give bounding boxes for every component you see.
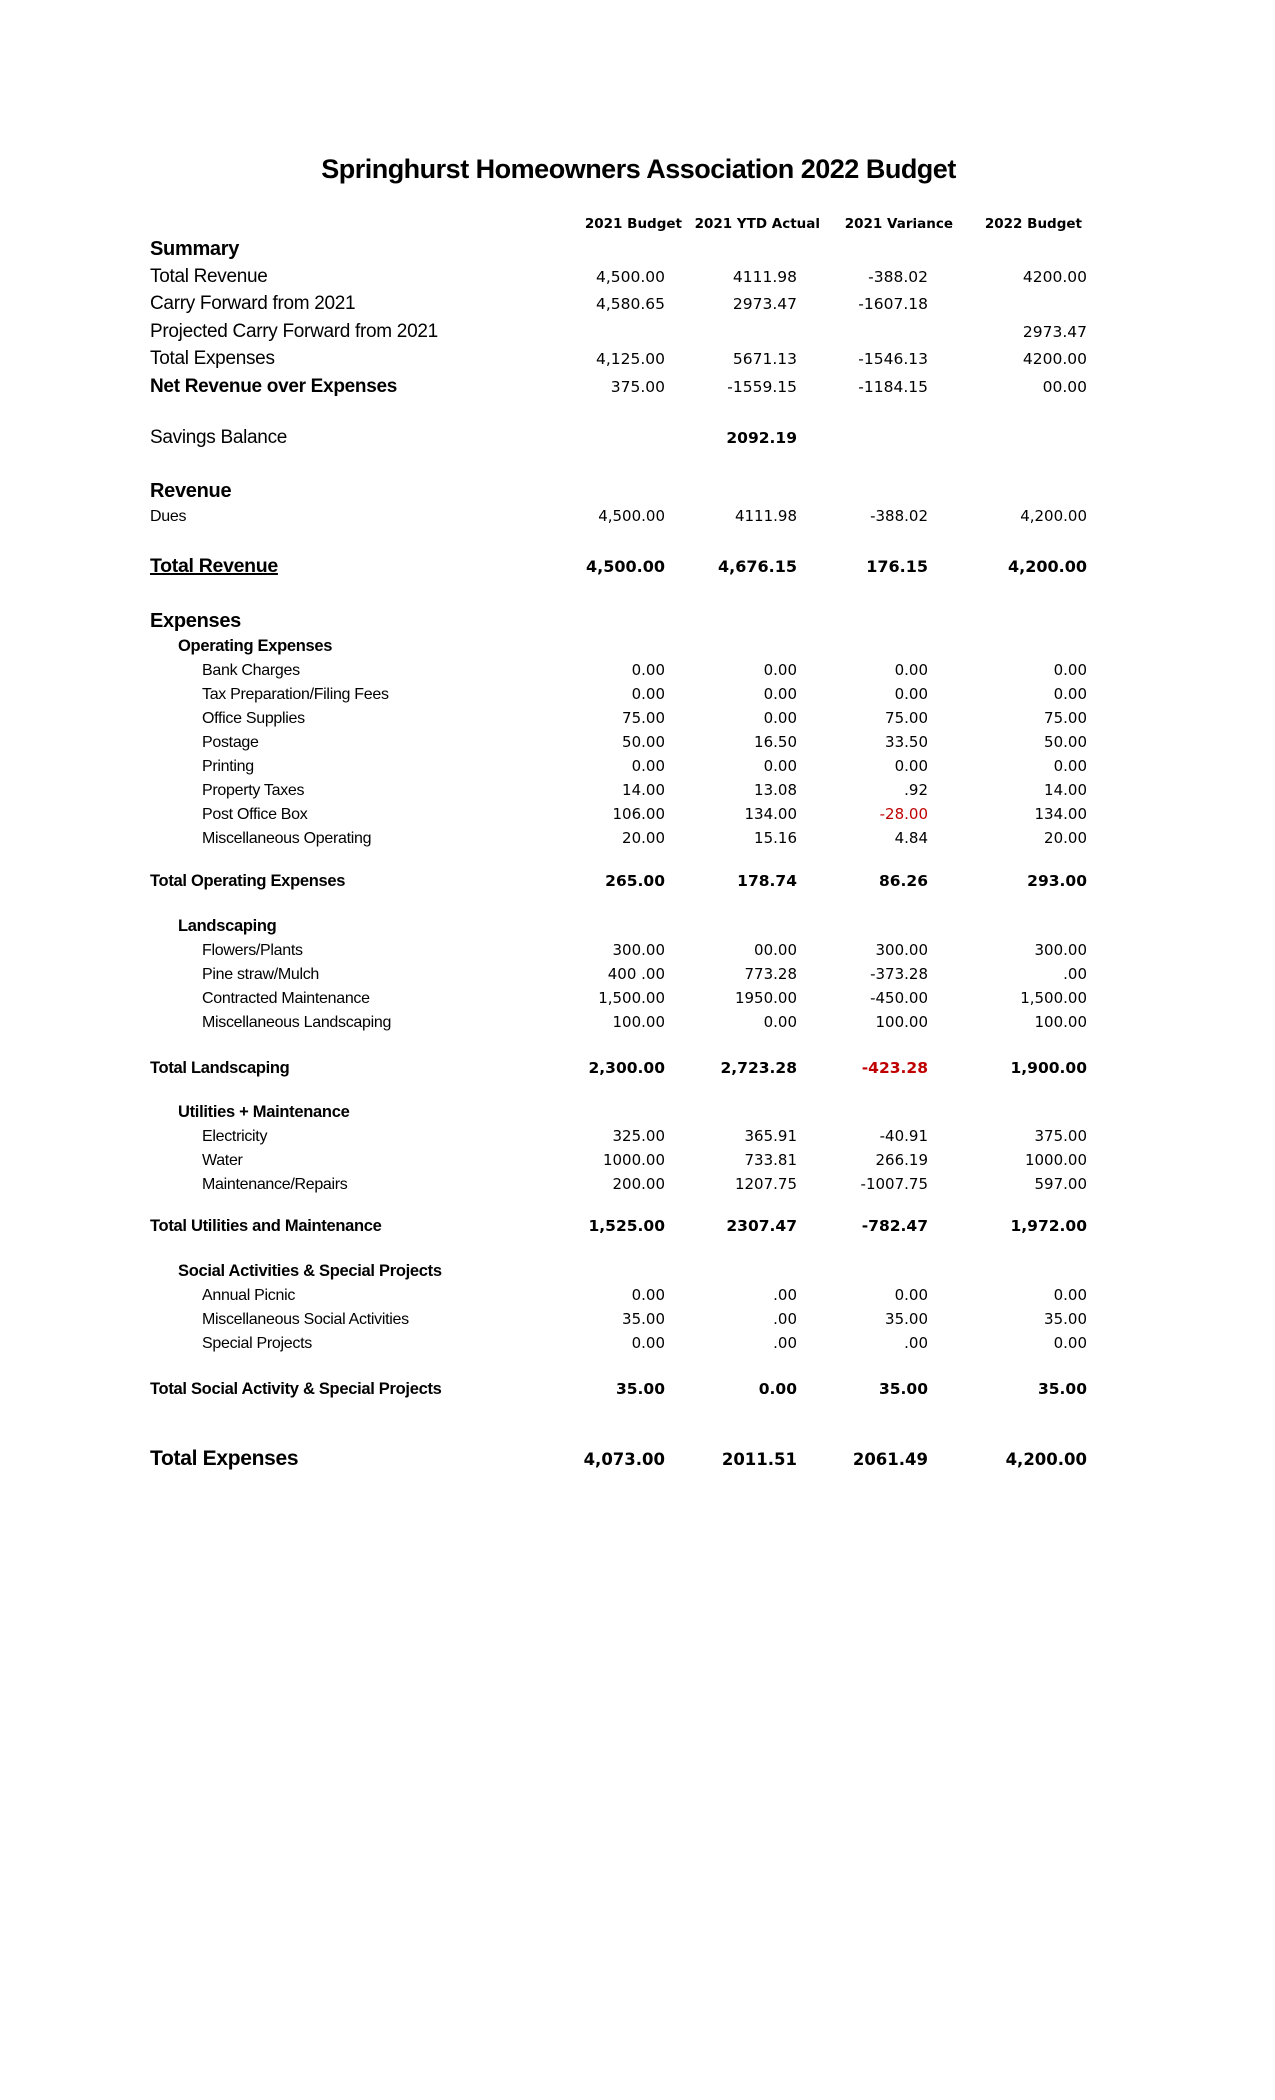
cell-value: 75.00 xyxy=(885,709,928,728)
cell-value: 20.00 xyxy=(1044,828,1087,847)
cell-value: 0.00 xyxy=(763,661,797,680)
row-label: Electricity xyxy=(202,1127,268,1145)
table-row xyxy=(150,781,1087,805)
cell-value: -373.28 xyxy=(870,965,928,984)
table-row xyxy=(150,1380,1087,1404)
row-label: Maintenance/Repairs xyxy=(202,1175,348,1193)
cell-value: -388.02 xyxy=(870,507,928,525)
budget-table xyxy=(150,0,1087,1477)
cell-value: 0.00 xyxy=(1053,756,1087,775)
row-label: Property Taxes xyxy=(202,781,305,799)
cell-value: 75.00 xyxy=(1044,709,1087,728)
cell-value: 4,500.00 xyxy=(586,556,665,576)
cell-value: 00.00 xyxy=(754,941,797,960)
cell-value: 1,972.00 xyxy=(1010,1217,1087,1236)
table-row xyxy=(150,555,1087,585)
column-header-2021-ytd-actual: 2021 YTD Actual xyxy=(694,216,820,232)
row-label: Tax Preparation/Filing Fees xyxy=(202,686,389,704)
row-label: Office Supplies xyxy=(202,710,305,728)
cell-value: 0.00 xyxy=(631,1286,665,1305)
cell-value: 733.81 xyxy=(744,1150,797,1169)
row-label: Printing xyxy=(202,757,254,775)
row-label: Landscaping xyxy=(178,917,277,936)
row-label: Miscellaneous Operating xyxy=(202,829,372,847)
row-label: Savings Balance xyxy=(150,427,288,448)
cell-value: 0.00 xyxy=(758,1379,797,1398)
cell-value: 0.00 xyxy=(631,661,665,680)
page-title: Springhurst Homeowners Association 2022 Budget xyxy=(321,154,956,184)
cell-value: 1000.00 xyxy=(1024,1150,1087,1169)
cell-value: 1,900.00 xyxy=(1010,1058,1087,1077)
cell-value: 75.00 xyxy=(622,709,665,728)
cell-value: 86.26 xyxy=(878,872,928,891)
cell-value: .00 xyxy=(773,1310,797,1329)
table-row xyxy=(150,1013,1087,1037)
cell-value: -1559.15 xyxy=(727,377,797,396)
table-row xyxy=(150,321,1087,349)
table-row xyxy=(150,917,1087,941)
cell-value: 1,525.00 xyxy=(588,1217,665,1236)
cell-value: -1546.13 xyxy=(858,350,928,368)
cell-value: 200.00 xyxy=(612,1174,665,1193)
cell-value: 4,200.00 xyxy=(1005,1449,1087,1469)
cell-value: 2307.47 xyxy=(726,1217,797,1236)
cell-value: 4200.00 xyxy=(1022,350,1087,368)
cell-value: 0.00 xyxy=(894,661,928,680)
row-label: Utilities + Maintenance xyxy=(178,1102,350,1121)
cell-value: 14.00 xyxy=(622,780,665,799)
cell-value: 0.00 xyxy=(763,685,797,704)
row-label: Total Revenue xyxy=(150,265,268,287)
row-label: Total Revenue xyxy=(150,554,278,577)
table-row xyxy=(150,293,1087,321)
row-label: Water xyxy=(202,1151,243,1169)
row-label: Projected Carry Forward from 2021 xyxy=(150,320,438,342)
row-label: Annual Picnic xyxy=(202,1287,296,1305)
cell-value: 50.00 xyxy=(1044,732,1087,751)
cell-value: 2973.47 xyxy=(1022,322,1087,341)
table-row xyxy=(150,757,1087,781)
cell-value: 0.00 xyxy=(631,685,665,704)
cell-value: 1950.00 xyxy=(734,989,797,1008)
table-row xyxy=(150,941,1087,965)
row-label: Postage xyxy=(202,733,259,751)
cell-value: 4,200.00 xyxy=(1008,556,1087,576)
cell-value: 2,300.00 xyxy=(588,1058,665,1077)
cell-value: 0.00 xyxy=(763,1012,797,1031)
cell-value: 265.00 xyxy=(605,872,665,891)
cell-value: 300.00 xyxy=(612,941,665,960)
row-label: Carry Forward from 2021 xyxy=(150,293,356,314)
cell-value: .00 xyxy=(773,1334,797,1353)
column-header-2022-budget: 2022 Budget xyxy=(984,216,1082,232)
row-label: Operating Expenses xyxy=(178,637,333,656)
cell-value: -450.00 xyxy=(870,989,928,1008)
cell-value: 14.00 xyxy=(1044,780,1087,799)
cell-value: 325.00 xyxy=(612,1126,665,1145)
cell-value: 0.00 xyxy=(763,756,797,775)
table-row xyxy=(150,348,1087,376)
table-row xyxy=(150,1447,1087,1477)
cell-value: 33.50 xyxy=(885,732,928,751)
row-label: Contracted Maintenance xyxy=(202,990,370,1008)
cell-value: 300.00 xyxy=(1034,941,1087,960)
row-label: Total Landscaping xyxy=(150,1058,290,1077)
cell-value: 5671.13 xyxy=(732,350,797,368)
cell-value: 1,500.00 xyxy=(598,989,665,1008)
cell-value: 4111.98 xyxy=(734,507,797,525)
cell-value: 0.00 xyxy=(894,685,928,704)
row-label: Post Office Box xyxy=(202,805,308,823)
table-row xyxy=(150,1217,1087,1241)
table-row xyxy=(150,872,1087,896)
cell-value: 20.00 xyxy=(622,828,665,847)
table-row xyxy=(150,427,1087,455)
row-label: Total Social Activity & Special Projects xyxy=(150,1379,442,1398)
cell-value: -40.91 xyxy=(879,1126,928,1145)
cell-value: 1,500.00 xyxy=(1020,989,1087,1008)
table-body xyxy=(150,238,1087,1477)
cell-value: .00 xyxy=(904,1334,928,1353)
cell-value: 134.00 xyxy=(1034,804,1087,823)
table-row xyxy=(150,1286,1087,1310)
cell-value: .00 xyxy=(773,1286,797,1305)
cell-value: -388.02 xyxy=(868,267,928,286)
cell-value: 4,676.15 xyxy=(718,556,797,576)
row-label: Net Revenue over Expenses xyxy=(150,375,398,397)
cell-value: 13.08 xyxy=(754,780,797,799)
cell-value: -423.28 xyxy=(861,1058,928,1077)
row-label: Total Expenses xyxy=(150,348,275,369)
row-label: Miscellaneous Social Activities xyxy=(202,1311,409,1329)
table-row xyxy=(150,1175,1087,1199)
row-label: Revenue xyxy=(150,479,232,502)
row-label: Total Expenses xyxy=(150,1446,299,1470)
cell-value: 4111.98 xyxy=(732,267,797,286)
cell-value: 00.00 xyxy=(1042,377,1087,396)
row-label: Dues xyxy=(150,508,187,525)
table-row xyxy=(150,266,1087,294)
cell-value: 4200.00 xyxy=(1022,267,1087,286)
cell-value: 0.00 xyxy=(1053,661,1087,680)
cell-value: 106.00 xyxy=(612,804,665,823)
cell-value: 2,723.28 xyxy=(720,1058,797,1077)
cell-value: 134.00 xyxy=(744,804,797,823)
cell-value: 0.00 xyxy=(1053,1286,1087,1305)
cell-value: 16.50 xyxy=(754,732,797,751)
cell-value: 597.00 xyxy=(1034,1174,1087,1193)
cell-value: .92 xyxy=(904,780,928,799)
cell-value: 1000.00 xyxy=(602,1150,665,1169)
cell-value: 0.00 xyxy=(631,756,665,775)
table-row xyxy=(150,1059,1087,1083)
cell-value: 4,200.00 xyxy=(1020,507,1087,525)
cell-value: 35.00 xyxy=(615,1379,665,1398)
table-row xyxy=(150,805,1087,829)
cell-value: 2061.49 xyxy=(852,1449,928,1469)
cell-value: 15.16 xyxy=(754,828,797,847)
table-row xyxy=(150,480,1087,508)
cell-value: 0.00 xyxy=(1053,1334,1087,1353)
row-label: Bank Charges xyxy=(202,662,300,680)
cell-value: 773.28 xyxy=(744,965,797,984)
cell-value: .00 xyxy=(1063,965,1087,984)
cell-value: 2011.51 xyxy=(721,1449,797,1469)
table-row xyxy=(150,829,1087,853)
table-row xyxy=(150,1334,1087,1358)
row-label: Total Utilities and Maintenance xyxy=(150,1217,382,1236)
row-label: Special Projects xyxy=(202,1335,312,1353)
cell-value: 4,500.00 xyxy=(598,507,665,525)
table-row xyxy=(150,1262,1087,1286)
row-label: Social Activities & Special Projects xyxy=(178,1262,442,1281)
cell-value: -1607.18 xyxy=(858,295,928,313)
row-label: Flowers/Plants xyxy=(202,942,303,960)
cell-value: 0.00 xyxy=(631,1334,665,1353)
cell-value: 35.00 xyxy=(622,1310,665,1329)
row-label: Miscellaneous Landscaping xyxy=(202,1013,392,1031)
row-label: Pine straw/Mulch xyxy=(202,966,320,984)
cell-value: 0.00 xyxy=(763,709,797,728)
cell-value: 4.84 xyxy=(894,828,928,847)
cell-value: 100.00 xyxy=(875,1012,928,1031)
table-row xyxy=(150,685,1087,709)
cell-value: 0.00 xyxy=(894,756,928,775)
cell-value: 178.74 xyxy=(737,872,797,891)
cell-value: 4,125.00 xyxy=(595,350,665,368)
table-row xyxy=(150,507,1087,531)
table-row xyxy=(150,610,1087,638)
cell-value: 100.00 xyxy=(1034,1012,1087,1031)
table-row xyxy=(150,1151,1087,1175)
cell-value: -1184.15 xyxy=(858,377,928,396)
cell-value: 1207.75 xyxy=(734,1174,797,1193)
table-row xyxy=(150,965,1087,989)
table-row xyxy=(150,238,1087,266)
cell-value: 375.00 xyxy=(1034,1126,1087,1145)
cell-value: 35.00 xyxy=(878,1379,928,1398)
cell-value: 375.00 xyxy=(610,377,665,396)
cell-value: -782.47 xyxy=(861,1217,928,1236)
row-label: Total Operating Expenses xyxy=(150,872,346,891)
table-row xyxy=(150,1127,1087,1151)
cell-value: 0.00 xyxy=(894,1286,928,1305)
cell-value: 266.19 xyxy=(875,1150,928,1169)
row-label: Summary xyxy=(150,238,240,260)
cell-value: 4,500.00 xyxy=(595,267,665,286)
cell-value: 0.00 xyxy=(1053,685,1087,704)
table-row xyxy=(150,637,1087,661)
cell-value: 50.00 xyxy=(622,732,665,751)
cell-value: -28.00 xyxy=(879,804,928,823)
cell-value: 2973.47 xyxy=(732,295,797,313)
cell-value: 293.00 xyxy=(1027,872,1087,891)
cell-value: 35.00 xyxy=(885,1310,928,1329)
cell-value: 35.00 xyxy=(1044,1310,1087,1329)
cell-value: 365.91 xyxy=(744,1126,797,1145)
table-row xyxy=(150,989,1087,1013)
cell-value: 4,580.65 xyxy=(595,295,665,313)
column-header-row xyxy=(150,216,1087,234)
row-label: Expenses xyxy=(150,609,241,632)
table-row xyxy=(150,661,1087,685)
cell-value: 4,073.00 xyxy=(583,1449,665,1469)
cell-value: 300.00 xyxy=(875,941,928,960)
cell-value: 176.15 xyxy=(866,556,928,576)
cell-value: -1007.75 xyxy=(860,1174,928,1193)
cell-value: 400 .00 xyxy=(607,965,665,984)
table-row xyxy=(150,709,1087,733)
table-row xyxy=(150,1103,1087,1127)
table-row xyxy=(150,376,1087,404)
column-header-2021-budget: 2021 Budget xyxy=(584,216,682,232)
table-row xyxy=(150,1310,1087,1334)
cell-value: 100.00 xyxy=(612,1012,665,1031)
cell-value: 2092.19 xyxy=(726,429,797,447)
column-header-2021-variance: 2021 Variance xyxy=(844,216,953,232)
table-row xyxy=(150,733,1087,757)
cell-value: 35.00 xyxy=(1037,1379,1087,1398)
